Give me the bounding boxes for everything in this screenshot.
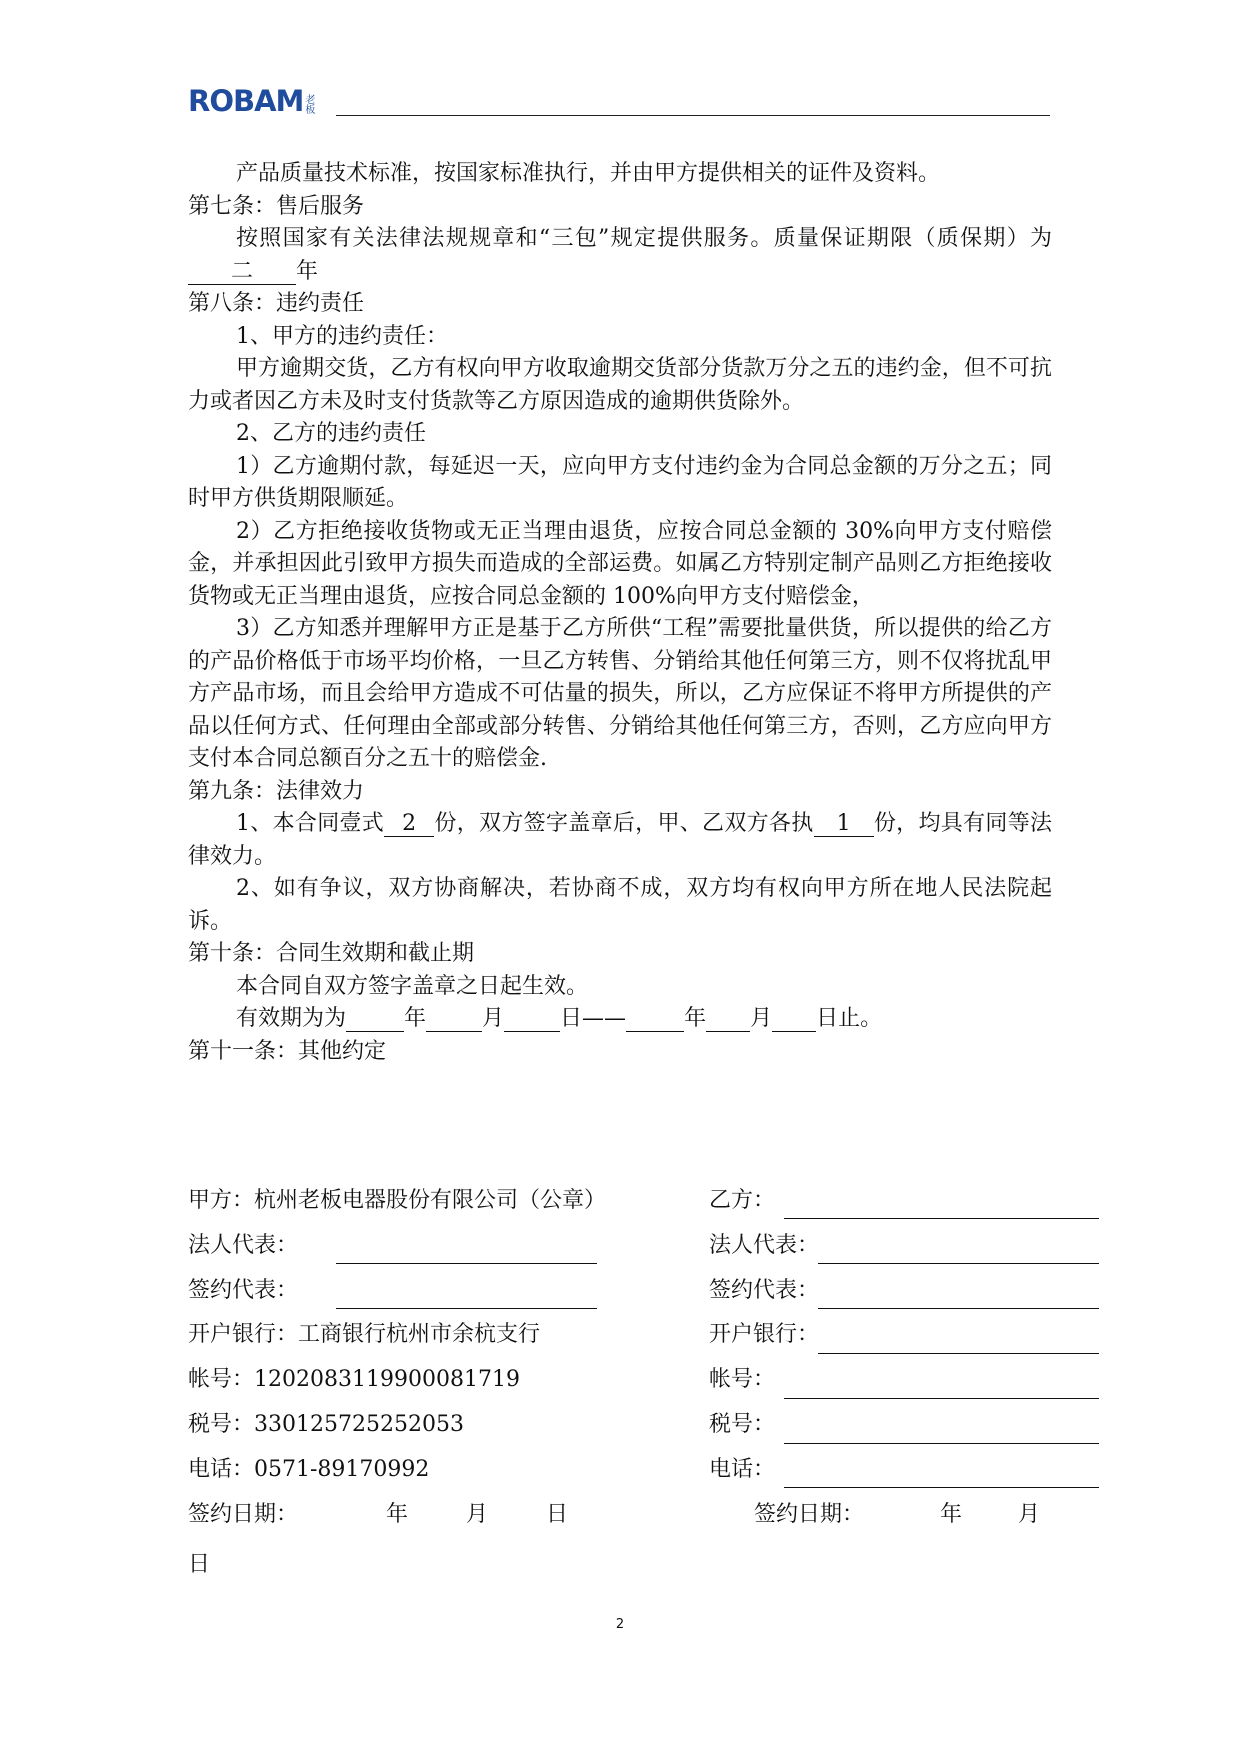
refusal-paragraph: 2）乙方拒绝接收货物或无正当理由退货，应按合同总金额的 30%向甲方支付赔偿金，并承担因此引致甲方损失而造成的全部运费。如属乙方特别定制产品则乙方拒绝接收货物或无正当理由退货，应按合同总金额的 100%向甲方支付赔偿金， (188, 518, 1052, 609)
end-month-field (706, 1007, 750, 1032)
article-9-heading: 第九条：法律效力 (188, 778, 365, 804)
warranty-paragraph: 按照国家有关法律法规规章和“三包”规定提供服务。质量保证期限（质保期）为二 年 (188, 223, 1052, 288)
resale-paragraph: 3）乙方知悉并理解甲方正是基于乙方所供“工程”需要批量供货，所以提供的给乙方的产品价格低于市场平均价格，一旦乙方转售、分销给其他任何第三方，则不仅将扰乱甲方产品市场，而且会给甲方造成不可估量的损失，所以，乙方应保证不将甲方所提供的产品以任何方式、任何理由全部或部分转售、分销给其他任何第三方，否则，乙方应向甲方支付本合同总额百分之五十的赔偿金. (188, 616, 1052, 771)
end-day-field (772, 1007, 816, 1032)
party-a-bank: 开户银行：工商银行杭州市余杭支行 (188, 1322, 541, 1347)
party-b-sign-rep-line (818, 1308, 1099, 1309)
party-b-name-label: 乙方： (709, 1188, 776, 1213)
warranty-years-field: 二 (188, 260, 296, 285)
end-year-field (626, 1007, 684, 1032)
start-year-field (346, 1007, 404, 1032)
party-b-phone-line (784, 1487, 1099, 1488)
party-a-date-year: 年 (386, 1502, 409, 1527)
party-b-date-year: 年 (940, 1502, 963, 1527)
party-a-phone: 电话：0571-89170992 (188, 1457, 430, 1482)
party-b-tax-line (784, 1443, 1099, 1444)
copies-each-field: 1 (814, 812, 874, 837)
party-b-phone-label: 电话： (709, 1457, 776, 1482)
party-a-liability-paragraph: 甲方逾期交货，乙方有权向甲方收取逾期交货部分货款万分之五的违约金，但不可抗力或者因乙方未及时支付货款等乙方原因造成的逾期供货除外。 (188, 356, 1052, 414)
party-b-tax-label: 税号： (709, 1412, 776, 1437)
page-header (188, 86, 1050, 120)
article-8-heading: 第八条：违约责任 (188, 291, 365, 316)
party-a-account: 帐号：1202083119900081719 (188, 1367, 520, 1392)
party-a-date-month: 月 (466, 1502, 489, 1527)
party-a-liability-heading: 1、甲方的违约责任： (236, 323, 448, 349)
party-b-bank-label: 开户银行： (709, 1322, 820, 1347)
party-a-legal-rep-label: 法人代表： (188, 1233, 299, 1258)
party-b-legal-rep-label: 法人代表： (709, 1233, 820, 1258)
contract-body (188, 158, 1052, 1068)
party-b-account-label: 帐号： (709, 1367, 776, 1392)
article-10-heading: 第十条：合同生效期和截止期 (188, 941, 475, 966)
start-day-field (504, 1007, 560, 1032)
header-rule (336, 115, 1050, 116)
party-b-liability-heading: 2、乙方的违约责任 (236, 421, 426, 446)
party-b-legal-rep-line (818, 1263, 1099, 1264)
party-b-sign-rep-label: 签约代表： (709, 1278, 820, 1303)
dispute-paragraph: 2、如有争议，双方协商解决，若协商不成，双方均有权向甲方所在地人民法院起诉。 (188, 876, 1052, 934)
late-payment-paragraph: 1）乙方逾期付款，每延迟一天，应向甲方支付违约金为合同总金额的万分之五；同时甲方供货期限顺延。 (188, 453, 1052, 511)
party-b-name-line (784, 1218, 1099, 1219)
logo-chinese: 老板 (305, 95, 316, 116)
start-month-field (426, 1007, 482, 1032)
page-number: 2 (615, 1617, 625, 1632)
party-a-name: 甲方：杭州老板电器股份有限公司（公章） (188, 1188, 607, 1213)
copies-total-field: 2 (384, 812, 434, 837)
robam-logo (188, 86, 315, 116)
logo-text: ROBAM (188, 84, 304, 118)
party-a-sign-rep-label: 签约代表： (188, 1278, 299, 1303)
party-a-tax-id: 税号：330125725252053 (188, 1412, 464, 1437)
copies-paragraph: 1、本合同壹式 2 份，双方签字盖章后，甲、乙双方各执 1 份，均具有同等法律效力。 (188, 811, 1052, 869)
party-b-account-line (784, 1398, 1099, 1399)
article-7-heading: 第七条：售后服务 (188, 193, 365, 219)
article-11-heading: 第十一条：其他约定 (188, 1038, 387, 1064)
quality-standard-paragraph: 产品质量技术标准，按国家标准执行，并由甲方提供相关的证件及资料。 (236, 161, 941, 186)
party-b-date-month: 月 (1018, 1502, 1041, 1527)
effective-paragraph: 本合同自双方签字盖章之日起生效。 (236, 973, 589, 999)
party-a-sign-rep-line (336, 1308, 597, 1309)
party-a-legal-rep-line (336, 1263, 597, 1264)
party-a-date-day: 日 (546, 1502, 569, 1527)
party-b-bank-line (818, 1353, 1099, 1354)
party-b-date-day-wrapped: 日 (188, 1552, 211, 1577)
party-a-date-label: 签约日期： (188, 1502, 299, 1527)
party-b-date-label: 签约日期： (754, 1502, 865, 1527)
validity-period-paragraph: 有效期为为 年 月 日—— 年 月 日止。 (236, 1006, 883, 1031)
